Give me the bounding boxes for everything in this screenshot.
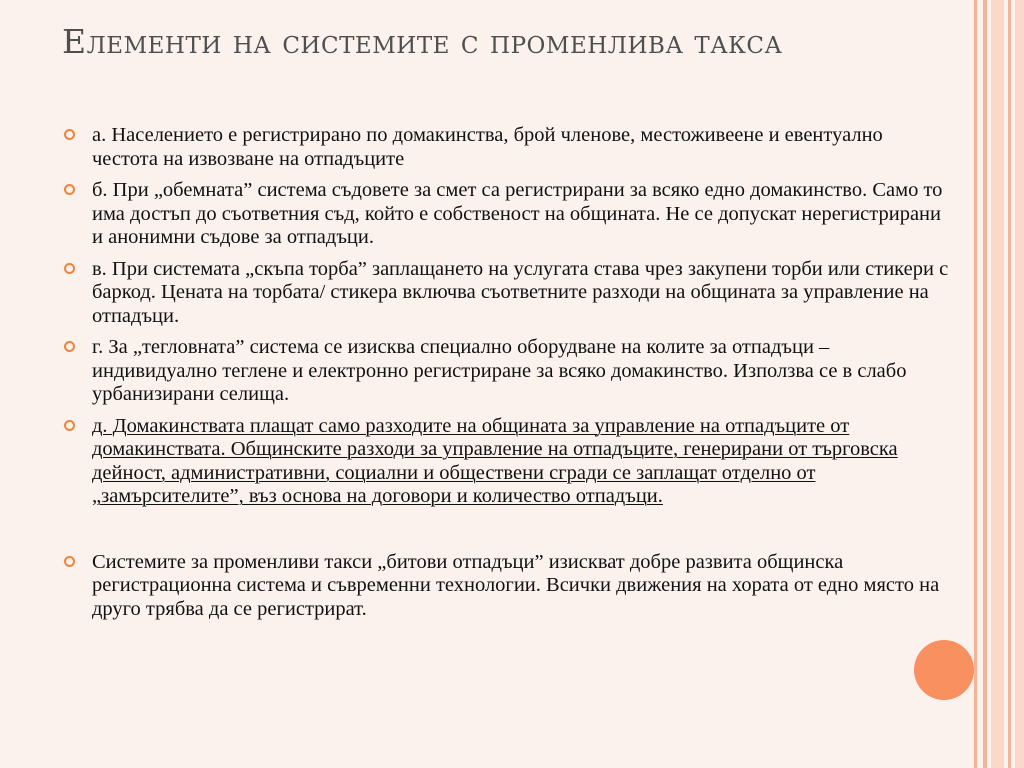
list-item — [62, 258, 952, 329]
item-text: Системите за променливи такси „битови отпадъци” изискват добре развита общинска регистрационна система и съвременни технологии. Всички движения на хората от едно място на друго трябва да се регистрират. — [92, 550, 940, 620]
stripe — [991, 0, 1004, 768]
item-text: б. При „обемната” система съдовете за смет са регистрирани за всяко едно домакинство. Само то има достъп до съответния съд, който е собственост на общината. Не се допускат нерегистрирани и анонимни съдове за отпадъци. — [92, 179, 943, 248]
item-text: а. Населението е регистрирано по домакинства, брой членове, местоживеене и евентуално честота на извозване на отпадъците — [92, 124, 883, 170]
orange-circle-icon — [914, 640, 974, 700]
orange-ring-bullet-icon — [64, 556, 75, 567]
stripe — [983, 0, 987, 768]
side-stripes-decoration — [974, 0, 1024, 768]
list-item — [62, 551, 952, 622]
stripe — [974, 0, 977, 768]
list-item — [62, 179, 952, 250]
slide-title: Елементи на системите с променлива такса — [62, 22, 783, 61]
orange-ring-bullet-icon — [64, 263, 75, 274]
item-text: в. При системата „скъпа торба” заплащането на услугата става чрез закупени торби или стикери с баркод. Цената на торбата/ стикера включва съответните разходи на общината за управление на отпадъци. — [92, 257, 949, 327]
item-text: г. За „тегловната” система се изисква специално оборудване на колите за отпадъци – индивидуално теглене и електронно регистриране за всяко домакинство. Използва се в слабо урбанизирани селища. — [92, 336, 907, 405]
stripe — [1015, 0, 1024, 768]
list-item — [62, 124, 952, 171]
bullet-list — [62, 124, 952, 629]
orange-ring-bullet-icon — [64, 129, 75, 140]
orange-ring-bullet-icon — [64, 184, 75, 195]
list-item — [62, 415, 952, 509]
orange-ring-bullet-icon — [64, 341, 75, 352]
list-item — [62, 336, 952, 407]
orange-ring-bullet-icon — [64, 420, 75, 431]
item-text-underlined: д. Домакинствата плащат само разходите на общината за управление на отпадъците от домакинствата. Общинските разходи за управление на отпадъците, генерирани от търговска дейност, административни, социални и обществени сгради се заплащат отделно от „замърсителите”, въз основа на договори и количество отпадъци. — [92, 414, 898, 507]
stripe — [1008, 0, 1011, 768]
